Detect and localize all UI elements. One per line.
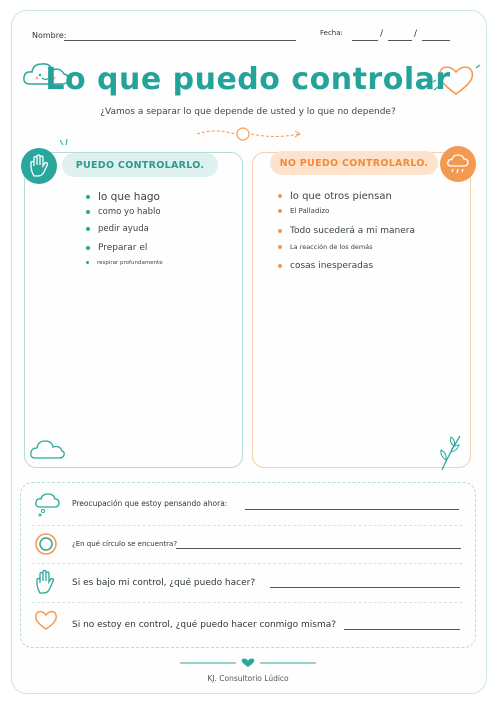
heart-icon bbox=[33, 608, 59, 632]
circle-icon bbox=[34, 532, 58, 556]
divider bbox=[32, 602, 462, 603]
question-circle: ¿En qué círculo se encuentra? bbox=[72, 540, 178, 548]
list-item: Preparar el bbox=[86, 243, 147, 253]
question-worry: Preocupación que estoy pensando ahora: bbox=[72, 499, 228, 508]
page-subtitle: ¿Vamos a separar lo que depende de usted y lo que no depende? bbox=[100, 107, 396, 117]
name-field[interactable] bbox=[64, 40, 296, 41]
question-not-in-control: Si no estoy en control, ¿qué puedo hacer conmigo misma? bbox=[72, 620, 337, 630]
date-separator: / bbox=[380, 29, 384, 39]
footer-credit: KJ. Consultorio Lúdico bbox=[207, 674, 289, 683]
answer-not-in-control-field[interactable] bbox=[344, 629, 460, 630]
leaf-icon bbox=[436, 432, 464, 472]
page-title: Lo que puedo controlar bbox=[45, 62, 451, 97]
footer-divider bbox=[180, 657, 316, 669]
date-label: Fecha: bbox=[320, 29, 343, 37]
list-item: como yo hablo bbox=[86, 207, 161, 217]
question-in-control: Si es bajo mi control, ¿qué puedo hacer? bbox=[72, 578, 256, 588]
decorative-divider bbox=[195, 125, 305, 143]
controllable-heading: PUEDO CONTROLARLO. bbox=[62, 153, 218, 177]
hand-icon bbox=[28, 154, 50, 178]
date-day-field[interactable] bbox=[352, 40, 378, 41]
sparkle-icon bbox=[58, 138, 70, 152]
list-item: lo que hago bbox=[86, 191, 160, 203]
list-item: cosas inesperadas bbox=[278, 261, 373, 271]
list-item: El Palladizo bbox=[278, 207, 329, 215]
rain-cloud-icon bbox=[446, 153, 470, 175]
date-separator: / bbox=[414, 29, 418, 39]
uncontrollable-heading: NO PUEDO CONTROLARLO. bbox=[270, 151, 438, 175]
hand-badge bbox=[21, 148, 57, 184]
answer-worry-field[interactable] bbox=[245, 509, 459, 510]
list-item: lo que otros piensan bbox=[278, 191, 392, 202]
cloud-icon bbox=[28, 436, 66, 462]
divider bbox=[32, 563, 462, 564]
answer-circle-field[interactable] bbox=[176, 548, 461, 549]
rain-cloud-badge bbox=[440, 146, 476, 182]
list-item: respirar profundamente bbox=[86, 260, 163, 266]
list-item: Todo sucederá a mi manera bbox=[278, 226, 415, 236]
thought-cloud-icon bbox=[33, 490, 61, 518]
list-item: pedir ayuda bbox=[86, 224, 149, 234]
date-month-field[interactable] bbox=[388, 40, 412, 41]
date-year-field[interactable] bbox=[422, 40, 450, 41]
divider bbox=[32, 525, 462, 526]
name-label: Nombre: bbox=[32, 31, 67, 40]
hand-icon bbox=[34, 569, 56, 595]
answer-in-control-field[interactable] bbox=[270, 587, 460, 588]
list-item: La reacción de los demás bbox=[278, 243, 373, 251]
